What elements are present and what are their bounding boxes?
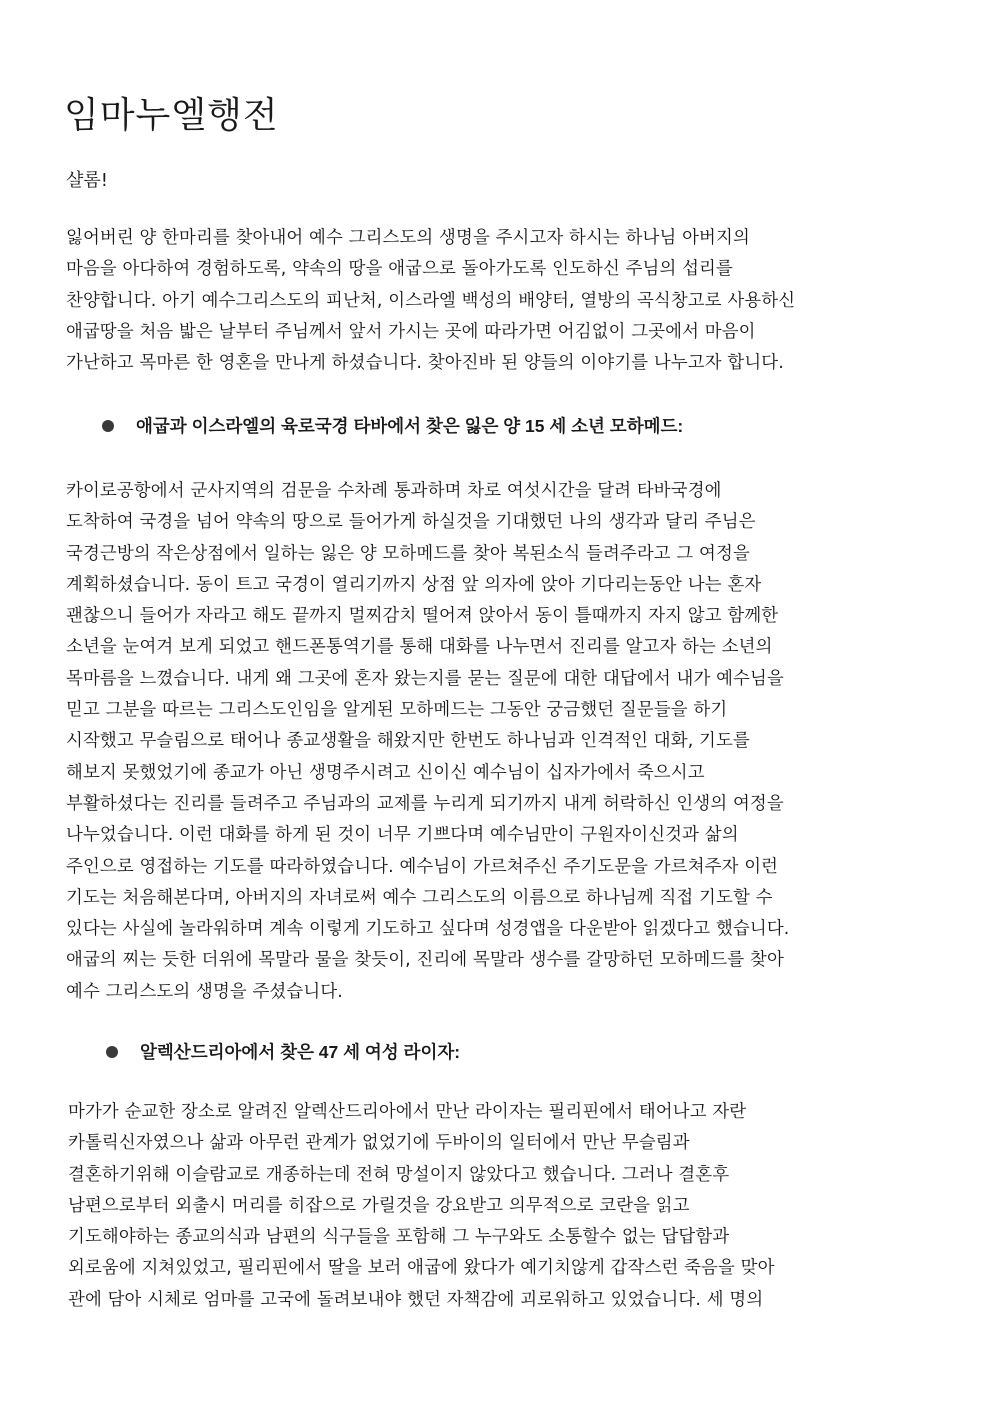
section-heading-text: 알렉산드리아에서 찾은 47 세 여성 라이자: — [140, 1042, 461, 1062]
page-title: 임마누엘행전 — [64, 95, 279, 136]
raiza-paragraph — [68, 1097, 775, 1316]
paragraph-line: 주인으로 영접하는 기도를 따라하였습니다. 예수님이 가르쳐주신 주기도문을 가르쳐주자 이런 — [66, 856, 779, 877]
paragraph-line: 시작했고 무슬림으로 태어나 종교생활을 해왔지만 한번도 하나님과 인격적인 대화, 기도를 — [66, 731, 750, 752]
paragraph-line: 카이로공항에서 군사지역의 검문을 수차례 통과하며 차로 여섯시간을 달려 타바국경에 — [66, 481, 722, 501]
paragraph-line: 마가가 순교한 장소로 알려진 알렉산드리아에서 만난 라이자는 필리핀에서 태어나고 자란 — [68, 1102, 747, 1122]
mohamed-paragraph — [66, 476, 790, 1008]
paragraph-line: 애굽땅을 처음 밟은 날부터 주님께서 앞서 가시는 곳에 따라가면 어김없이 그곳에서 마음이 — [66, 321, 756, 342]
paragraph-line: 부활하셨다는 진리를 들려주고 주님과의 교제를 누리게 되기까지 내게 허락하신 인생의 여정을 — [66, 793, 784, 814]
paragraph-line: 결혼하기위해 이슬람교로 개종하는데 전혀 망설이지 않았다고 했습니다. 그러나 결혼후 — [68, 1164, 730, 1185]
paragraph-line: 관에 담아 시체로 엄마를 고국에 돌려보내야 했던 자책감에 괴로워하고 있었습니다. 세 명의 — [68, 1289, 764, 1310]
paragraph-line: 기도해야하는 종교의식과 남편의 식구들을 포함해 그 누구와도 소통할수 없는 답답함과 — [68, 1227, 730, 1248]
intro-paragraph — [66, 223, 795, 379]
paragraph-line: 믿고 그분을 따르는 그리스도인임을 알게된 모하메드는 그동안 궁금했던 질문들을 하기 — [66, 700, 728, 721]
bullet-icon — [102, 420, 114, 432]
paragraph-line: 마음을 아다하여 경험하도록, 약속의 땅을 애굽으로 돌아가도록 인도하신 주님의 섭리를 — [66, 259, 733, 280]
greeting-text: 샬롬! — [66, 170, 108, 191]
paragraph-line: 계획하셨습니다. 동이 트고 국경이 열리기까지 상점 앞 의자에 앉아 기다리는동안 나는 혼자 — [66, 574, 762, 595]
paragraph-line: 도착하여 국경을 넘어 약속의 땅으로 들어가게 하실것을 기대했던 나의 생각과 달리 주님은 — [66, 512, 756, 533]
paragraph-line: 찬양합니다. 아기 예수그리스도의 피난처, 이스라엘 백성의 배양터, 열방의 곡식창고로 사용하신 — [66, 290, 796, 311]
section-heading-raiza — [106, 1039, 460, 1065]
paragraph-line: 카톨릭신자였으나 삶과 아무런 관계가 없었기에 두바이의 일터에서 만난 무슬림과 — [68, 1133, 690, 1154]
paragraph-line: 나누었습니다. 이런 대화를 하게 된 것이 너무 기쁘다며 예수님만이 구원자이신것과 삶의 — [66, 825, 739, 846]
paragraph-line: 있다는 사실에 놀라워하며 계속 이렇게 기도하고 싶다며 성경앱을 다운받아 읽겠다고 했습니다. — [66, 919, 790, 940]
paragraph-line: 애굽의 찌는 듯한 더위에 목말라 물을 찾듯이, 진리에 목말라 생수를 갈망하던 모하메드를 찾아 — [66, 950, 784, 971]
paragraph-line: 목마름을 느꼈습니다. 내게 왜 그곳에 혼자 왔는지를 묻는 질문에 대한 대답에서 내가 예수님을 — [66, 668, 784, 689]
paragraph-line: 해보지 못했었기에 종교가 아닌 생명주시려고 신이신 예수님이 십자가에서 죽으시고 — [66, 762, 705, 783]
bullet-icon — [106, 1046, 118, 1058]
paragraph-line: 외로움에 지쳐있었고, 필리핀에서 딸을 보러 애굽에 왔다가 예기치않게 갑작스런 죽음을 맞아 — [68, 1258, 775, 1279]
paragraph-line: 예수 그리스도의 생명을 주셨습니다. — [66, 981, 343, 1002]
paragraph-line: 기도는 처음해본다며, 아버지의 자녀로써 예수 그리스도의 이름으로 하나님께 직접 기도할 수 — [66, 887, 773, 908]
paragraph-line: 소년을 눈여겨 보게 되었고 핸드폰통역기를 통해 대화를 나누면서 진리를 알고자 하는 소년의 — [66, 637, 773, 658]
section-heading-mohamed — [102, 413, 683, 439]
section-heading-text: 애굽과 이스라엘의 육로국경 타바에서 찾은 잃은 양 15 세 소년 모하메드: — [136, 416, 684, 436]
paragraph-line: 가난하고 목마른 한 영혼을 만나게 하셨습니다. 찾아진바 된 양들의 이야기를 나누고자 합니다. — [66, 353, 784, 374]
paragraph-line: 잃어버린 양 한마리를 찾아내어 예수 그리스도의 생명을 주시고자 하시는 하나님 아버지의 — [66, 228, 750, 248]
paragraph-line: 국경근방의 작은상점에서 일하는 잃은 양 모하메드를 찾아 복된소식 들려주라고 그 여정을 — [66, 543, 750, 564]
paragraph-line: 남편으로부터 외출시 머리를 히잡으로 가릴것을 강요받고 의무적으로 코란을 읽고 — [68, 1195, 690, 1216]
paragraph-line: 괜찮으니 들어가 자라고 해도 끝까지 멀찌감치 떨어져 앉아서 동이 틀때까지 자지 않고 함께한 — [66, 606, 779, 627]
